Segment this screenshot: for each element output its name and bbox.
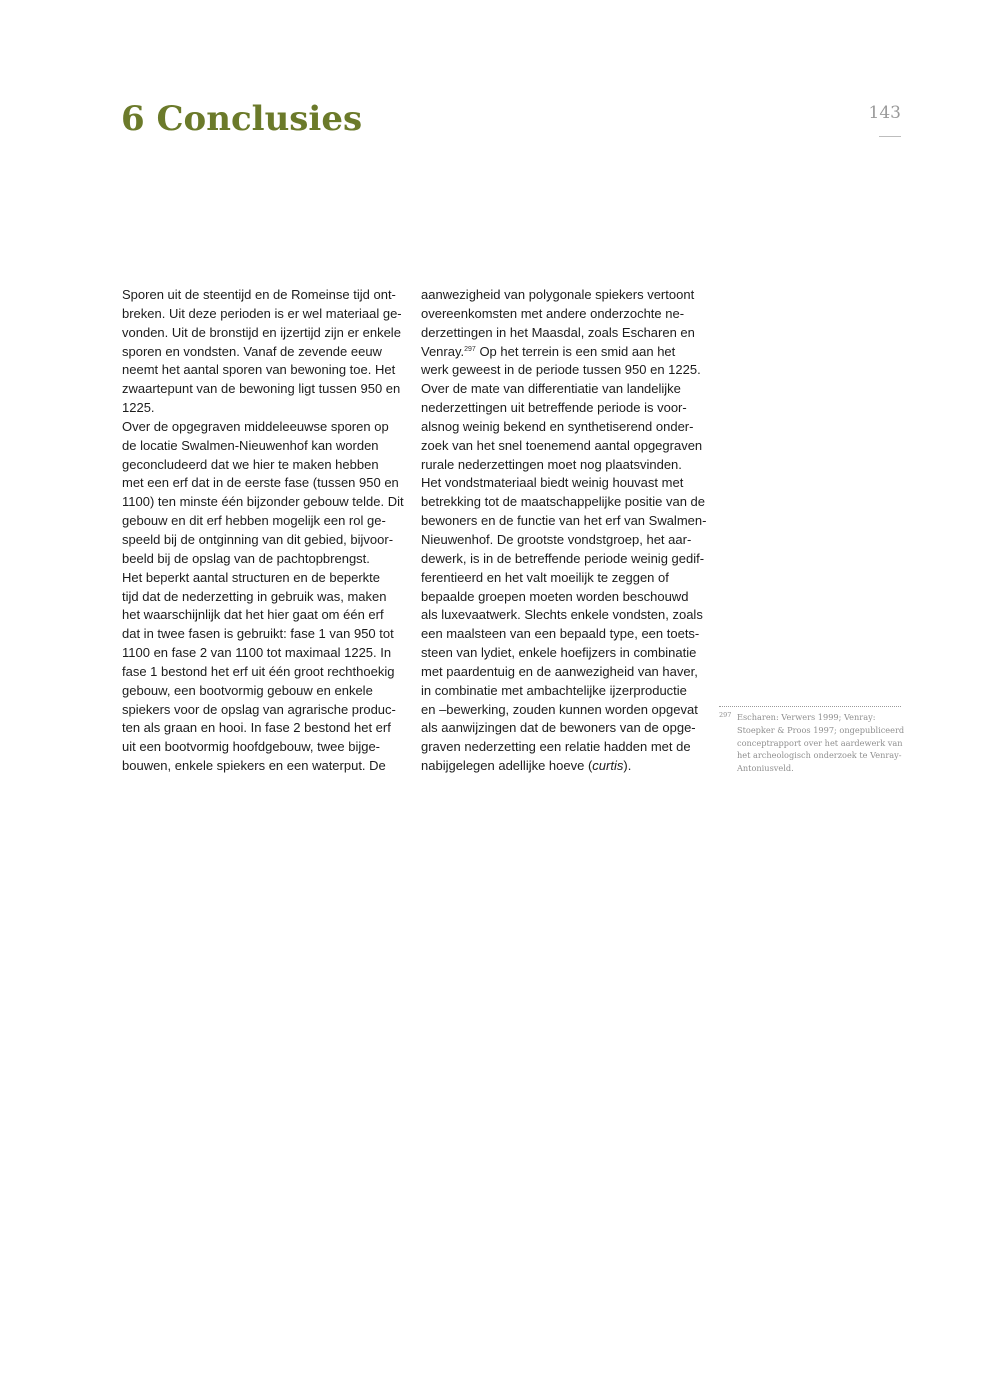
text-fragment: ). [623, 758, 632, 774]
text-line-with-italic [421, 757, 705, 776]
footnote [719, 711, 909, 775]
text-line: 1100 en fase 2 van 1100 tot maximaal 1225. In [122, 645, 392, 661]
footnote-number: 297 [719, 711, 732, 719]
text-line: beeld bij de opslag van de pachtopbrengst. [122, 550, 370, 566]
body-text-column-1 [122, 286, 406, 776]
text-line: Het vondstmateriaal biedt weinig houvast met [421, 475, 684, 491]
text-line: ferentieerd en het valt moeilijk te zeggen of [421, 569, 669, 585]
text-line: 1100) ten minste één bijzonder gebouw telde. Dit [122, 494, 404, 510]
text-line: sporen en vondsten. Vanaf de zevende eeuw [122, 343, 382, 359]
text-line: gebouw, een bootvormig gebouw en enkele [122, 682, 373, 698]
text-line: geconcludeerd dat we hier te maken hebben [122, 456, 379, 472]
text-line: neemt het aantal sporen van bewoning toe. Het [122, 362, 396, 378]
text-line-with-footnote-ref [421, 343, 705, 362]
text-line: het waarschijnlijk dat het hier gaat om één erf [122, 607, 384, 623]
text-line: de locatie Swalmen-Nieuwenhof kan worden [122, 437, 379, 453]
body-text-column-2 [421, 286, 705, 776]
text-line: graven nederzetting een relatie hadden met de [421, 739, 691, 755]
text-fragment: Venray. [421, 343, 465, 359]
text-line: nederzettingen uit betreffende periode is voor- [421, 400, 687, 416]
text-line: breken. Uit deze perioden is er wel materiaal ge- [122, 305, 402, 321]
text-line: werk geweest in de periode tussen 950 en 1225. [421, 362, 701, 378]
text-line: speeld bij de ontginning van dit gebied, bijvoor- [122, 531, 394, 547]
text-line: rurale nederzettingen moet nog plaatsvinden. [421, 456, 682, 472]
text-line: uit een bootvormig hoofdgebouw, twee bijge- [122, 739, 381, 755]
text-line: spiekers voor de opslag van agrarische produc- [122, 701, 396, 717]
footnote-line: het archeologisch onderzoek te Venray- [737, 750, 902, 761]
text-line: Sporen uit de steentijd en de Romeinse tijd ont- [122, 287, 396, 302]
text-line: fase 1 bestond het erf uit één groot rechthoekig [122, 663, 395, 679]
text-line: bouwen, enkele spiekers en een waterput. De [122, 758, 386, 774]
text-line: tijd dat de nederzetting in gebruik was, maken [122, 588, 387, 604]
text-line: dat in twee fasen is gebruikt: fase 1 van 950 tot [122, 626, 394, 642]
text-line: betrekking tot de maatschappelijke positie van de [421, 494, 706, 510]
text-line: alsnog weinig bekend en synthetiserend onder- [421, 418, 694, 434]
footnote-line: conceptrapport over het aardewerk van [737, 737, 903, 748]
text-line: met paardentuig en de aanwezigheid van haver, [421, 663, 698, 679]
text-line: met een erf dat in de eerste fase (tussen 950 en [122, 475, 399, 491]
text-line: vonden. Uit de bronstijd en ijzertijd zijn er enkele [122, 324, 401, 340]
text-line: gebouw en dit erf hebben mogelijk een rol ge- [122, 513, 386, 529]
page-number: 143 [868, 103, 901, 123]
text-fragment: Op het terrein is een smid aan het [479, 343, 676, 359]
text-line: en –bewerking, zouden kunnen worden opgevat [421, 701, 698, 717]
text-line: Nieuwenhof. De grootste vondstgroep, het aar- [421, 531, 692, 547]
footnote-line: Antoniusveld. [737, 763, 794, 774]
text-line: bepaalde groepen moeten worden beschouwd [421, 588, 689, 604]
footnote-line: Escharen: Verwers 1999; Venray: [737, 712, 876, 722]
text-line: Over de opgegraven middeleeuwse sporen op [122, 418, 389, 434]
text-fragment: nabijgelegen adellijke hoeve ( [421, 758, 593, 774]
text-line: zwaartepunt van de bewoning ligt tussen 950 en [122, 381, 401, 397]
footnote-line: Stoepker & Proos 1997; ongepubliceerd [737, 724, 905, 735]
text-line: dewerk, is in de betreffende periode weinig gedif- [421, 550, 705, 566]
page-number-rule [879, 136, 901, 137]
text-line: Over de mate van differentiatie van landelijke [421, 381, 681, 397]
text-line: overeenkomsten met andere onderzochte ne- [421, 305, 685, 321]
footnote-separator [719, 706, 901, 707]
footnote-reference[interactable]: 297 [464, 345, 476, 353]
chapter-title: 6 Conclusies [121, 99, 363, 139]
text-line: ten als graan en hooi. In fase 2 bestond het erf [122, 720, 391, 736]
text-line: bewoners en de functie van het erf van Swalmen- [421, 513, 707, 529]
text-line: zoek van het snel toenemend aantal opgegraven [421, 437, 703, 453]
text-line: een maalsteen van een bepaald type, een toets- [421, 626, 700, 642]
text-line: als luxevaatwerk. Slechts enkele vondsten, zoals [421, 607, 703, 623]
text-line: steen van lydiet, enkele hoefijzers in combinatie [421, 645, 697, 661]
text-line: Het beperkt aantal structuren en de beperkte [122, 569, 380, 585]
italic-term: curtis [592, 758, 624, 774]
text-line: derzettingen in het Maasdal, zoals Escharen en [421, 324, 695, 340]
text-line: 1225. [122, 400, 155, 416]
text-line: in combinatie met ambachtelijke ijzerproductie [421, 682, 687, 698]
text-line: aanwezigheid van polygonale spiekers vertoont [421, 287, 695, 302]
text-line: als aanwijzingen dat de bewoners van de opge- [421, 720, 696, 736]
